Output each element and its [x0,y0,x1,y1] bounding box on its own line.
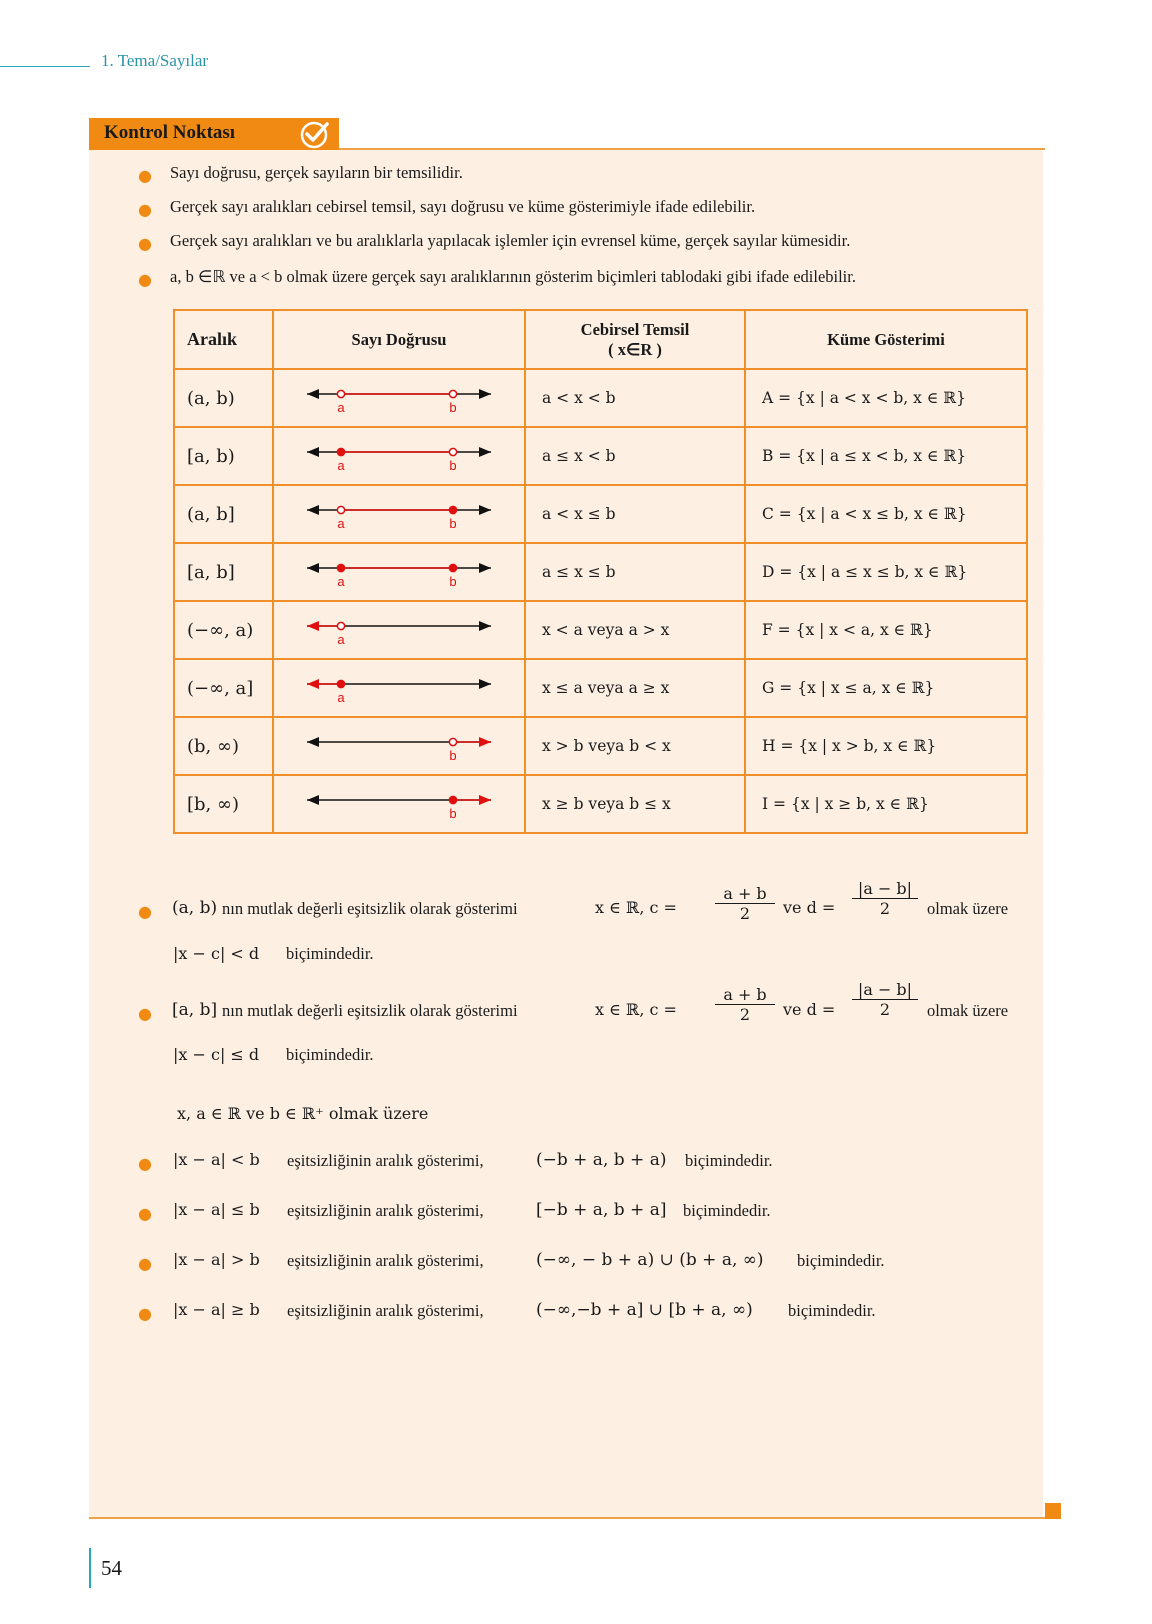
algebraic-cell: x > b veya b < x [525,717,745,775]
algebraic-cell: x ≤ a veya a ≥ x [525,659,745,717]
algebraic-cell: a < x ≤ b [525,485,745,543]
bullet-icon: ● [138,234,152,253]
algebraic-cell: a ≤ x ≤ b [525,543,745,601]
c-denominator: 2 [739,1005,751,1024]
set-notation-cell: G = {x | x ≤ a, x ∈ ℝ} [745,659,1027,717]
abs-closed-tail: olmak üzere [927,1001,1009,1020]
bullet-icon: ● [138,166,152,185]
right-arrow-icon [479,795,491,805]
abs-mid-text: eşitsizliğinin aralık gösterimi, [287,1251,484,1270]
number-line-cell [273,717,525,775]
number-line-cell [273,543,525,601]
endpoint-b [449,448,456,455]
table-row [174,717,1027,775]
abs-closed-line2-tail: biçimindedir. [286,1045,374,1064]
bullet-icon: ● [138,902,152,921]
abs-inequality: |x − a| ≤ b [173,1200,260,1219]
algebraic-cell: a < x < b [525,369,745,427]
check-badge-icon [299,119,331,149]
left-arrow-icon [307,621,319,631]
number-line-cell [273,601,525,659]
left-arrow-icon [307,447,319,457]
endpoint-b [449,390,456,397]
table-row [174,543,1027,601]
abs-closed-domain: x ∈ ℝ, c = [595,1000,677,1019]
set-notation-cell: H = {x | x > b, x ∈ ℝ} [745,717,1027,775]
bullet-icon: ● [138,200,152,219]
bullet-icon: ● [138,1204,152,1223]
right-arrow-icon [479,621,491,631]
bullet-icon: ● [138,1154,152,1173]
algebraic-cell: x ≥ b veya b ≤ x [525,775,745,833]
set-notation-cell: C = {x | a < x ≤ b, x ∈ ℝ} [745,485,1027,543]
number-line-diagram [299,550,499,594]
abs-inequality: |x − a| > b [173,1250,260,1269]
endpoint-a [337,448,344,455]
abs-closed-ve: ve d = [783,1000,836,1019]
left-arrow-icon [307,389,319,399]
bullet-text: Gerçek sayı aralıkları cebirsel temsil, sayı doğrusu ve küme gösterimiyle ifade edilebilir. [170,197,756,216]
header-set-notation: Küme Gösterimi [745,310,1027,369]
interval-cell: (a, b] [174,485,273,543]
c-numerator: a + b [715,985,775,1005]
endpoint-label-b: b [449,806,457,821]
bullet-icon: ● [138,1254,152,1273]
table-row [174,601,1027,659]
abs-end-text: biçimindedir. [788,1301,876,1320]
table-row [174,485,1027,543]
interval-table [173,309,1028,834]
d-numerator: |a − b| [852,980,918,1000]
algebraic-cell: x < a veya a > x [525,601,745,659]
abs-closed-inequality: |x − c| ≤ d [173,1045,260,1064]
number-line-diagram [299,724,499,768]
interval-cell: (−∞, a) [174,601,273,659]
endpoint-label-a: a [337,400,345,415]
number-line-cell [273,659,525,717]
algebraic-cell: a ≤ x < b [525,427,745,485]
right-arrow-icon [479,447,491,457]
number-line-cell [273,369,525,427]
header-algebraic-domain: ( x∈R ) [608,339,662,359]
left-arrow-icon [307,737,319,747]
abs-open-d-fraction [852,879,918,918]
c-numerator: a + b [715,884,775,904]
panel-bottom-rule [89,1517,1047,1519]
table-header-row [174,310,1027,369]
set-notation-cell: B = {x | a ≤ x < b, x ∈ ℝ} [745,427,1027,485]
left-arrow-icon [307,679,319,689]
number-line-cell [273,485,525,543]
endpoint-label-b: b [449,516,457,531]
header-rule [0,66,90,67]
bullet-text: Gerçek sayı aralıkları ve bu aralıklarla yapılacak işlemler için evrensel küme, gerçek sayılar kümesidir. [170,231,851,250]
page-number: 54 [101,1556,122,1580]
endpoint-label-a: a [337,516,345,531]
endpoint-a [337,564,344,571]
set-notation-cell: I = {x | x ≥ b, x ∈ ℝ} [745,775,1027,833]
endpoint-a [337,390,344,397]
endpoint-b [449,796,456,803]
endpoint-label-a: a [337,574,345,589]
interval-cell: [a, b) [174,427,273,485]
number-line-diagram [299,492,499,536]
bullet-icon: ● [138,1004,152,1023]
table-row [174,659,1027,717]
abs-open-c-fraction [715,884,775,923]
table-row [174,427,1027,485]
bullet-text: a, b ∈ℝ ve a < b olmak üzere gerçek sayı aralıklarının gösterim biçimleri tablodaki gibi ifade edilebilir. [170,267,856,286]
header-algebraic-title: Cebirsel Temsil [580,319,690,339]
number-line-diagram [299,608,499,652]
endpoint-label-b: b [449,458,457,473]
endpoint-label-b: b [449,400,457,415]
abs-open-domain: x ∈ ℝ, c = [595,898,677,917]
panel-title: Kontrol Noktası [104,122,236,143]
table-row [174,369,1027,427]
abs-closed-text: nın mutlak değerli eşitsizlik olarak gösterimi [222,1001,518,1020]
abs-closed-c-fraction [715,985,775,1024]
abs-end-text: biçimindedir. [797,1251,885,1270]
abs-closed-interval: [a, b] [172,1000,218,1020]
number-line-diagram [299,666,499,710]
number-line-diagram [299,376,499,420]
interval-cell: (−∞, a] [174,659,273,717]
endpoint-b [449,738,456,745]
right-arrow-icon [479,563,491,573]
abs-open-inequality: |x − c| < d [173,944,260,963]
right-arrow-icon [479,389,491,399]
abs-mid-text: eşitsizliğinin aralık gösterimi, [287,1201,484,1220]
header-algebraic [525,310,745,369]
footer-rule [89,1548,91,1588]
right-arrow-icon [479,679,491,689]
number-line-diagram [299,782,499,826]
endpoint-a [337,506,344,513]
left-arrow-icon [307,563,319,573]
abs-open-interval: (a, b) [172,898,218,918]
endpoint-label-a: a [337,632,345,647]
endpoint-a [337,622,344,629]
abs-result-interval: (−b + a, b + a) [536,1150,667,1170]
table-row [174,775,1027,833]
abs-mid-text: eşitsizliğinin aralık gösterimi, [287,1301,484,1320]
set-notation-cell: F = {x | x < a, x ∈ ℝ} [745,601,1027,659]
right-arrow-icon [479,505,491,515]
abs-closed-d-fraction [852,980,918,1019]
abs-open-text: nın mutlak değerli eşitsizlik olarak gösterimi [222,899,518,918]
d-denominator: 2 [879,899,891,918]
endpoint-b [449,564,456,571]
abs-result-interval: [−b + a, b + a] [536,1200,667,1220]
abs-end-text: biçimindedir. [683,1201,771,1220]
abs-open-ve: ve d = [783,898,836,917]
right-arrow-icon [479,737,491,747]
interval-cell: (b, ∞) [174,717,273,775]
endpoint-label-b: b [449,748,457,763]
abs-mid-text: eşitsizliğinin aralık gösterimi, [287,1151,484,1170]
abs-result-interval: (−∞,−b + a] ∪ [b + a, ∞) [536,1300,753,1320]
d-denominator: 2 [879,1000,891,1019]
c-denominator: 2 [739,904,751,923]
number-line-cell [273,427,525,485]
d-numerator: |a − b| [852,879,918,899]
interval-cell: [a, b] [174,543,273,601]
bullet-icon: ● [138,1304,152,1323]
endpoint-label-a: a [337,690,345,705]
endpoint-label-a: a [337,458,345,473]
endpoint-a [337,680,344,687]
endpoint-label-b: b [449,574,457,589]
interval-cell: (a, b) [174,369,273,427]
bullet-text: Sayı doğrusu, gerçek sayıların bir temsilidir. [170,163,463,182]
condition-line: x, a ∈ ℝ ve b ∈ ℝ⁺ olmak üzere [177,1104,429,1123]
left-arrow-icon [307,795,319,805]
number-line-diagram [299,434,499,478]
set-notation-cell: A = {x | a < x < b, x ∈ ℝ} [745,369,1027,427]
breadcrumb: 1. Tema/Sayılar [101,51,209,70]
header-interval: Aralık [174,310,273,369]
number-line-cell [273,775,525,833]
header-number-line: Sayı Doğrusu [273,310,525,369]
abs-result-interval: (−∞, − b + a) ∪ (b + a, ∞) [536,1250,764,1270]
abs-inequality: |x − a| < b [173,1150,260,1169]
abs-open-line2-tail: biçimindedir. [286,944,374,963]
bullet-icon: ● [138,270,152,289]
endpoint-b [449,506,456,513]
interval-cell: [b, ∞) [174,775,273,833]
panel-corner-marker [1045,1503,1061,1519]
abs-inequality: |x − a| ≥ b [173,1300,260,1319]
set-notation-cell: D = {x | a ≤ x ≤ b, x ∈ ℝ} [745,543,1027,601]
abs-open-tail: olmak üzere [927,899,1009,918]
left-arrow-icon [307,505,319,515]
abs-end-text: biçimindedir. [685,1151,773,1170]
